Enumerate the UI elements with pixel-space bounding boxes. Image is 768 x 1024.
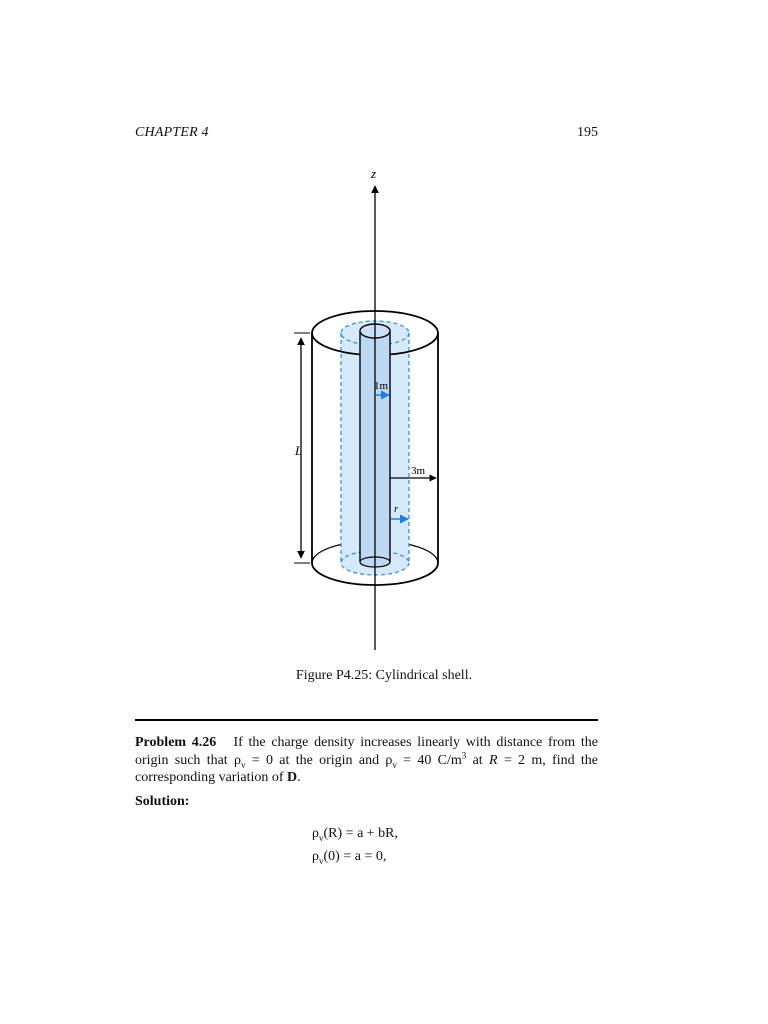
length-label: L — [295, 443, 303, 458]
solution-label: Solution: — [135, 794, 190, 809]
page-number: 195 — [577, 125, 598, 140]
rho-symbol: ρ — [312, 849, 319, 864]
subscript-v: v — [392, 759, 397, 770]
rho-symbol: ρ — [312, 826, 319, 841]
figure-caption: Figure P4.25: Cylindrical shell. — [295, 668, 473, 683]
equation-rhs: = a = 0, — [339, 849, 387, 864]
r-label: r — [394, 503, 399, 515]
equation-argument: (R) — [323, 826, 343, 841]
problem-text-3: = 40 C/m — [396, 752, 462, 768]
superscript-3: 3 — [461, 749, 467, 760]
variable-R: R — [489, 752, 498, 768]
subscript-v: v — [241, 759, 246, 770]
problem-text-2: = 0 at the origin and ρ — [245, 752, 393, 768]
problem-text-6: . — [297, 770, 301, 785]
problem-text-4: at — [466, 752, 489, 768]
problem-text-1: If the charge density increases linearly with distance from the origin such that ρ — [135, 735, 599, 768]
equation-rhs: = a + bR, — [342, 826, 399, 841]
equation-1 — [312, 826, 398, 842]
z-axis-label: z — [371, 166, 377, 181]
problem-statement — [135, 734, 598, 787]
vector-D: D — [287, 770, 298, 785]
outer-radius-label: 3m — [411, 465, 426, 477]
section-divider — [135, 719, 598, 721]
subscript-v: v — [319, 832, 324, 843]
problem-text-5: = 2 m, find the corresponding variation of — [135, 752, 599, 785]
equation-2 — [312, 849, 386, 865]
equation-argument: (0) — [323, 849, 340, 864]
chapter-heading: CHAPTER 4 — [135, 125, 209, 140]
inner-radius-label: 1m — [374, 380, 389, 392]
problem-label: Problem 4.26 — [135, 735, 217, 750]
subscript-v: v — [319, 855, 324, 866]
